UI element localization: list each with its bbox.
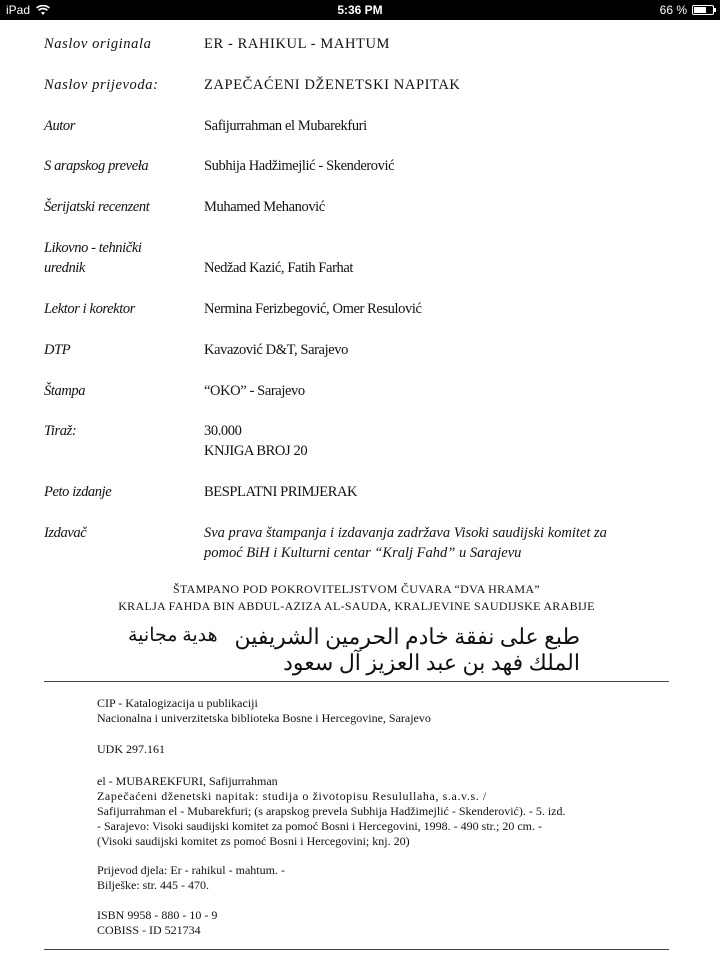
- battery-fill: [694, 7, 706, 13]
- cip-line: Zapečaćeni dženetski napitak: studija o životopisu Resulullaha, s.a.v.s. /: [97, 789, 487, 803]
- credit-value-line: Sva prava štampanja i izdavanja zadržava Visoki saudijski komitet za: [204, 525, 607, 541]
- patronage-line: KRALJA FAHDA BIN ABDUL-AZIZA AL-SAUDA, KRALJEVINE SAUDIJSKE ARABIJE: [118, 599, 595, 613]
- credit-label: Naslov originala: [44, 36, 152, 52]
- cip-line: COBISS - ID 521734: [97, 923, 201, 937]
- cip-udk: UDK 297.161: [97, 742, 165, 756]
- cip-line: el - MUBAREKFURI, Safijurrahman: [97, 774, 278, 788]
- credit-value: Kavazović D&T, Sarajevo: [204, 342, 348, 358]
- credit-value: BESPLATNI PRIMJERAK: [204, 484, 358, 500]
- credit-value: [204, 421, 684, 461]
- patronage-line: ŠTAMPANO POD POKROVITELJSTVOM ČUVARA “DVA HRAMA”: [173, 582, 540, 596]
- credit-value: Nermina Ferizbegović, Omer Resulović: [204, 301, 422, 317]
- device-name: iPad: [6, 3, 31, 17]
- credit-label-line: urednik: [44, 260, 85, 276]
- credit-label: Izdavač: [44, 525, 87, 541]
- credit-value: ZAPEČAĆENI DŽENETSKI NAPITAK: [204, 77, 461, 93]
- cip-identifiers: [97, 908, 677, 938]
- cip-line: Bilješke: str. 445 - 470.: [97, 878, 209, 892]
- credit-label: Lektor i korektor: [44, 301, 135, 317]
- cip-line: - Sarajevo: Visoki saudijski komitet za pomoć Bosni i Hercegovini, 1998. - 490 str.; 20 cm. -: [97, 819, 542, 833]
- cip-line: Prijevod djela: Er - rahikul - mahtum. -: [97, 863, 285, 877]
- credit-label: S arapskog preveła: [44, 158, 149, 174]
- divider: [44, 681, 669, 682]
- credit-value-line: pomoć BiH i Kulturni centar “Kralj Fahd” u Sarajevu: [204, 545, 522, 561]
- battery-percent: 66 %: [659, 3, 687, 17]
- credit-value: Nedžad Kazić, Fatih Farhat: [204, 260, 354, 276]
- credit-label-line: Likovno - tehnički: [44, 240, 142, 256]
- credit-label: DTP: [44, 342, 71, 358]
- book-imprint-page: [0, 20, 720, 960]
- arabic-dedication: طبع على نفقة خادم الحرمين الشريفين الملك فهد بن عبد العزيز آل سعود: [234, 624, 580, 675]
- credit-value: Safijurrahman el Mubarekfuri: [204, 118, 367, 134]
- credit-value: “OKO” - Sarajevo: [204, 383, 305, 399]
- divider: [44, 949, 669, 950]
- cip-entry: [97, 774, 677, 849]
- credit-value-line: 30.000: [204, 423, 242, 439]
- arabic-gift-label: هدية مجانية: [128, 625, 218, 646]
- cip-header: [97, 696, 677, 726]
- cip-notes: [97, 863, 677, 893]
- clock: 5:36 PM: [337, 3, 383, 17]
- credit-value: [204, 523, 684, 563]
- credit-value: Muhamed Mehanović: [204, 199, 325, 215]
- credit-label: Šerijatski recenzent: [44, 199, 150, 215]
- status-bar: [0, 0, 720, 20]
- credit-label: Autor: [44, 118, 76, 134]
- credit-label: Peto izdanje: [44, 484, 112, 500]
- cip-line: Safijurrahman el - Mubarekfuri; (s arapskog prevela Subhija Hadžimejlić - Skenderović). - 5. izd.: [97, 804, 566, 818]
- credit-value-line: KNJIGA BROJ 20: [204, 443, 308, 459]
- cip-line: Nacionalna i univerzitetska biblioteka Bosne i Hercegovine, Sarajevo: [97, 711, 431, 725]
- cip-line: CIP - Katalogizacija u publikaciji: [97, 696, 258, 710]
- credit-label: Štampa: [44, 383, 86, 399]
- credit-label: Naslov prijevoda:: [44, 77, 159, 93]
- battery-icon: [692, 5, 714, 15]
- credit-label: [44, 238, 199, 278]
- credit-value: ER - RAHIKUL - MAHTUM: [204, 36, 391, 52]
- cip-line: ISBN 9958 - 880 - 10 - 9: [97, 908, 218, 922]
- credit-value: Subhija Hadžimejlić - Skenderović: [204, 158, 395, 174]
- cip-line: (Visoki saudijski komitet zs pomoć Bosni i Hercegovini; knj. 20): [97, 834, 410, 848]
- credit-label: Tiraž:: [44, 423, 77, 439]
